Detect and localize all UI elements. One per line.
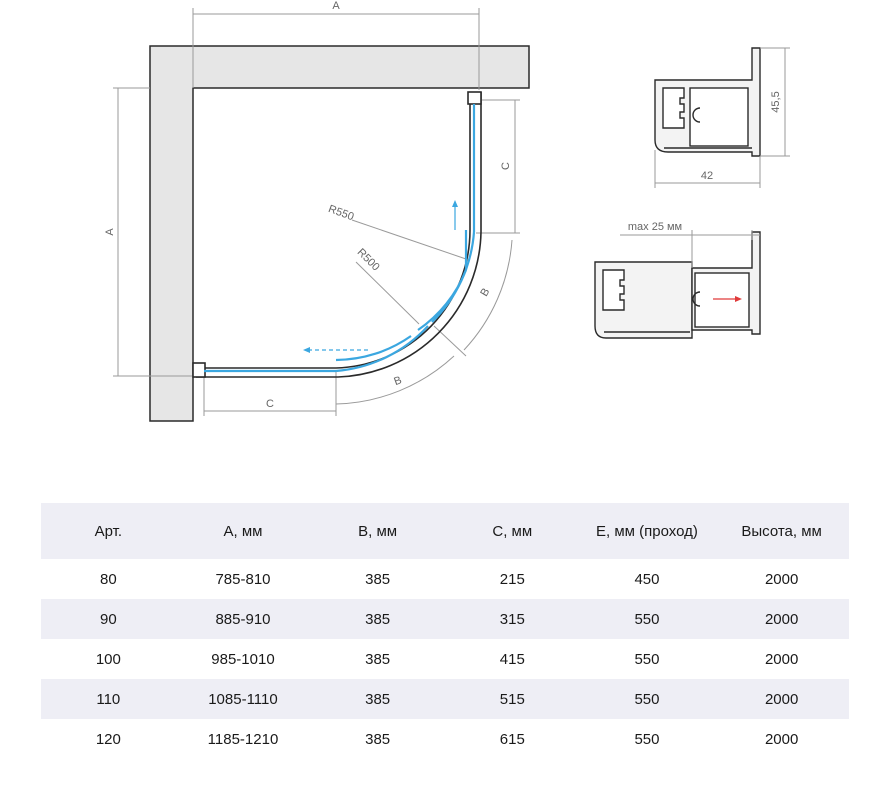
table-cell: 90 — [99, 610, 117, 628]
profile-height-label: 45,5 — [770, 91, 782, 113]
label-c-right: C — [500, 162, 512, 170]
table-row — [41, 599, 849, 639]
table-row — [41, 679, 849, 719]
table-cell: 785-810 — [215, 570, 271, 588]
table-cell: 385 — [365, 570, 391, 588]
table-cell: 415 — [499, 650, 525, 668]
column-header: C, мм — [492, 522, 533, 540]
table-cell: 2000 — [764, 690, 799, 708]
column-header: A, мм — [223, 522, 263, 540]
column-header: B, мм — [358, 522, 398, 540]
column-header: Высота, мм — [741, 522, 822, 540]
table-cell: 385 — [365, 730, 391, 748]
label-a-top: A — [332, 0, 340, 12]
table-body — [41, 559, 849, 759]
table-cell: 550 — [634, 650, 660, 668]
table-cell: 2000 — [764, 570, 799, 588]
table-cell: 550 — [634, 610, 660, 628]
label-r550: R550 — [326, 203, 356, 224]
table-cell: 80 — [99, 570, 117, 588]
profile-adjust-label: max 25 мм — [627, 221, 683, 233]
table-row — [41, 719, 849, 759]
dimension-c-right — [476, 100, 520, 233]
table-cell: 450 — [634, 570, 660, 588]
profile-section-top — [655, 48, 760, 156]
table-cell: 1185-1210 — [207, 730, 279, 748]
table-cell: 550 — [634, 690, 660, 708]
table-cell: 2000 — [764, 650, 799, 668]
table-cell: 110 — [96, 690, 121, 708]
label-r500: R500 — [354, 246, 382, 274]
table-cell: 985-1010 — [211, 650, 275, 668]
table-cell: 550 — [634, 730, 660, 748]
dimension-b-arc — [336, 240, 512, 404]
table-cell: 2000 — [764, 610, 799, 628]
specifications-table — [41, 503, 849, 759]
profile-section-bottom — [595, 232, 760, 338]
table-cell: 2000 — [764, 730, 799, 748]
table-row — [41, 559, 849, 599]
table-cell: 120 — [95, 730, 121, 748]
label-a-left: A — [104, 228, 116, 236]
table-cell: 885-910 — [215, 610, 271, 628]
table-cell: 1085-1110 — [208, 690, 278, 708]
table-row — [41, 639, 849, 679]
profile-width-label: 42 — [700, 170, 714, 182]
table-cell: 385 — [365, 650, 391, 668]
dimension-c-bottom — [204, 372, 336, 416]
label-b-bottom: B — [392, 374, 404, 389]
label-c-bottom: C — [266, 398, 274, 410]
label-b-right: B — [478, 286, 493, 299]
table-cell: 385 — [365, 610, 391, 628]
table-cell: 515 — [499, 690, 525, 708]
table-cell: 385 — [365, 690, 391, 708]
sliding-arrows — [303, 200, 458, 353]
table-cell: 215 — [499, 570, 525, 588]
glass-panels — [204, 104, 474, 371]
table-cell: 615 — [499, 730, 525, 748]
column-header: Арт. — [94, 522, 123, 540]
table-cell: 100 — [95, 650, 121, 668]
column-header: E, мм (проход) — [596, 522, 698, 540]
table-header-row — [41, 503, 849, 559]
shower-frame — [193, 92, 481, 377]
table-cell: 315 — [499, 610, 525, 628]
